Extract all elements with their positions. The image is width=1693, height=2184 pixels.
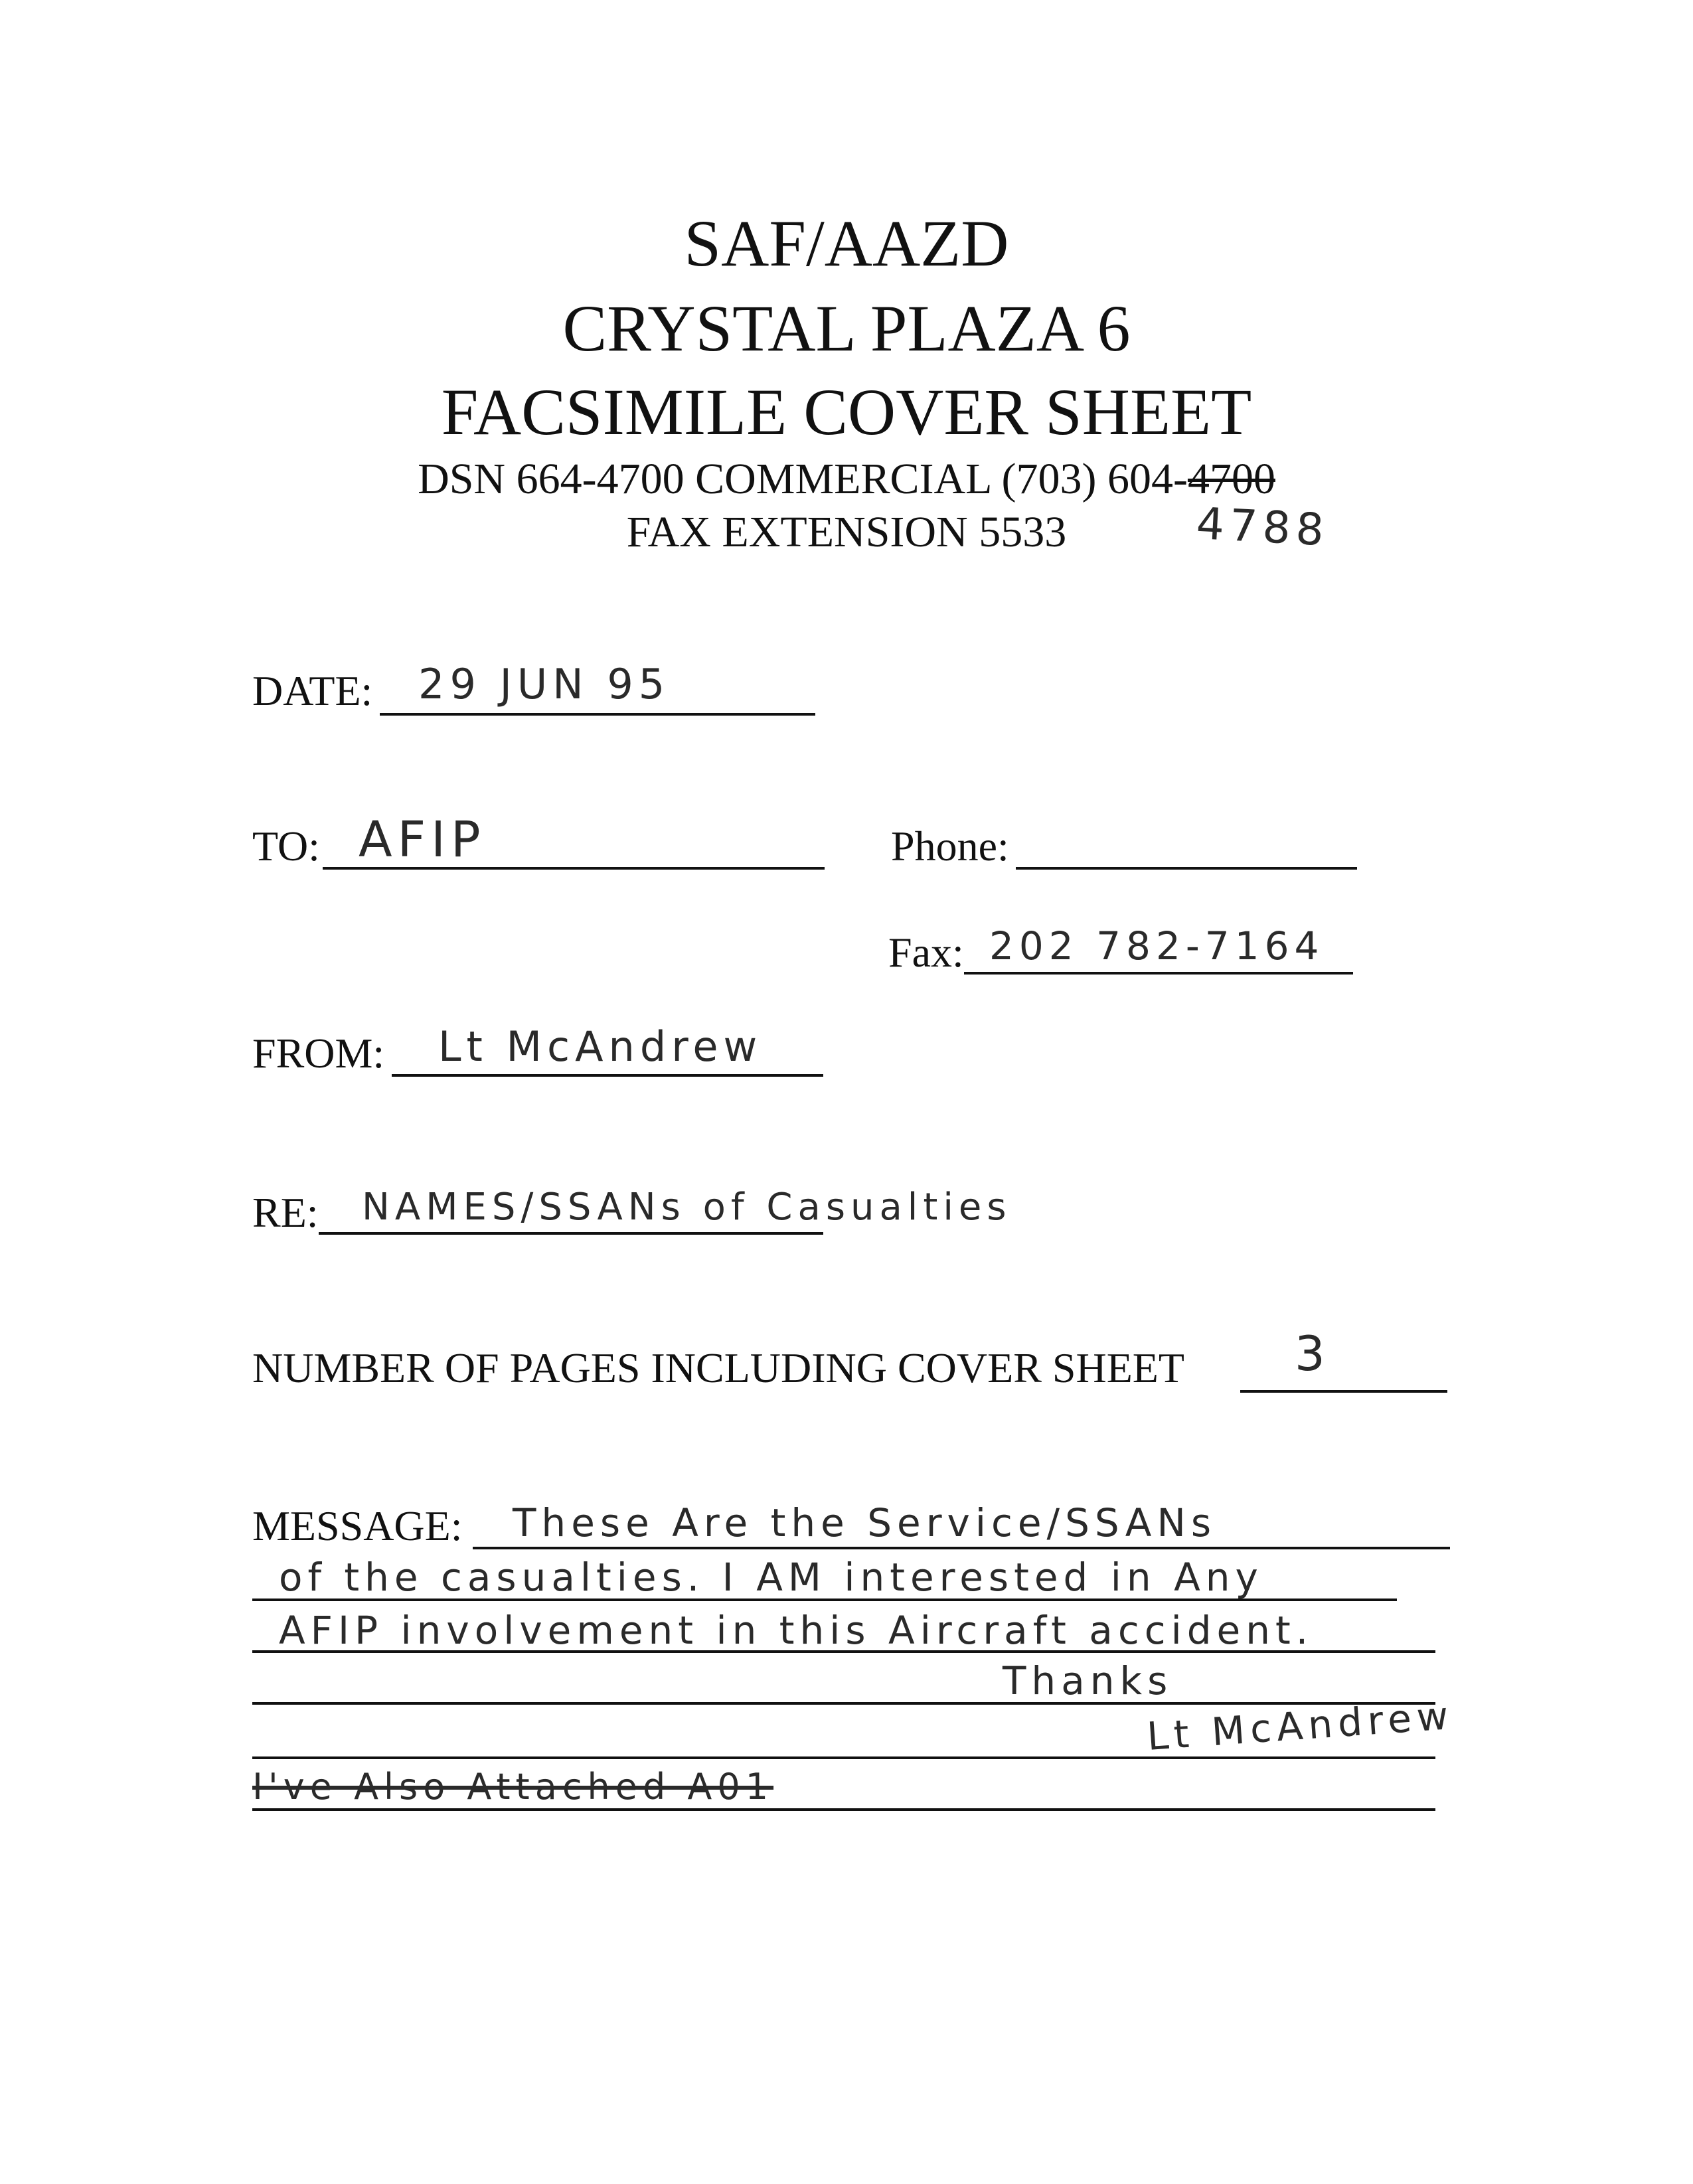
- re-label: RE:: [252, 1189, 319, 1236]
- header-title: FACSIMILE COVER SHEET: [441, 375, 1252, 449]
- message-rule-1: [473, 1547, 1450, 1549]
- to-value: AFIP: [359, 811, 486, 868]
- pages-label: NUMBER OF PAGES INCLUDING COVER SHEET: [252, 1344, 1184, 1391]
- fax-rule: [964, 972, 1353, 975]
- message-rule-6: [252, 1808, 1435, 1811]
- to-label: TO:: [252, 822, 320, 870]
- header-phone-line: [0, 454, 1693, 505]
- header-org: SAF/AAZD: [684, 206, 1009, 280]
- message-line-struck: I've Also Attached A01: [252, 1766, 774, 1808]
- message-line-4: Thanks: [1003, 1658, 1173, 1703]
- from-value: Lt McAndrew: [438, 1022, 763, 1071]
- message-line-2: of the casualties. I AM interested in Any: [279, 1555, 1263, 1600]
- header-phone-struck: 4700: [1187, 455, 1275, 503]
- header-location: CRYSTAL PLAZA 6: [562, 291, 1131, 365]
- re-rule: [319, 1232, 823, 1235]
- phone-label: Phone:: [891, 822, 1009, 870]
- message-label: MESSAGE:: [252, 1502, 463, 1549]
- from-rule: [392, 1074, 823, 1077]
- pages-value: 3: [1295, 1326, 1330, 1381]
- fax-label: Fax:: [888, 929, 964, 976]
- message-line-1: These Are the Service/SSANs: [513, 1500, 1217, 1545]
- phone-rule: [1016, 867, 1357, 870]
- fax-value: 202 782-7164: [989, 923, 1325, 969]
- date-label: DATE:: [252, 667, 373, 714]
- re-value: NAMES/SSANs of Casualties: [362, 1186, 1012, 1229]
- date-rule: [380, 713, 815, 716]
- message-signature: Lt McAndrew: [1145, 1692, 1455, 1759]
- message-rule-4: [252, 1702, 1435, 1705]
- header-phone-prefix: DSN 664-4700 COMMERCIAL (703) 604-: [418, 455, 1188, 503]
- message-rule-5: [252, 1756, 1435, 1759]
- message-line-3: AFIP involvement in this Aircraft accident.: [279, 1608, 1314, 1653]
- pages-rule: [1240, 1390, 1447, 1393]
- date-value: 29 JUN 95: [418, 660, 671, 708]
- header-fax-extension: FAX EXTENSION 5533: [626, 508, 1067, 556]
- handwritten-phone-correction: 4788: [1195, 498, 1330, 556]
- from-label: FROM:: [252, 1030, 385, 1077]
